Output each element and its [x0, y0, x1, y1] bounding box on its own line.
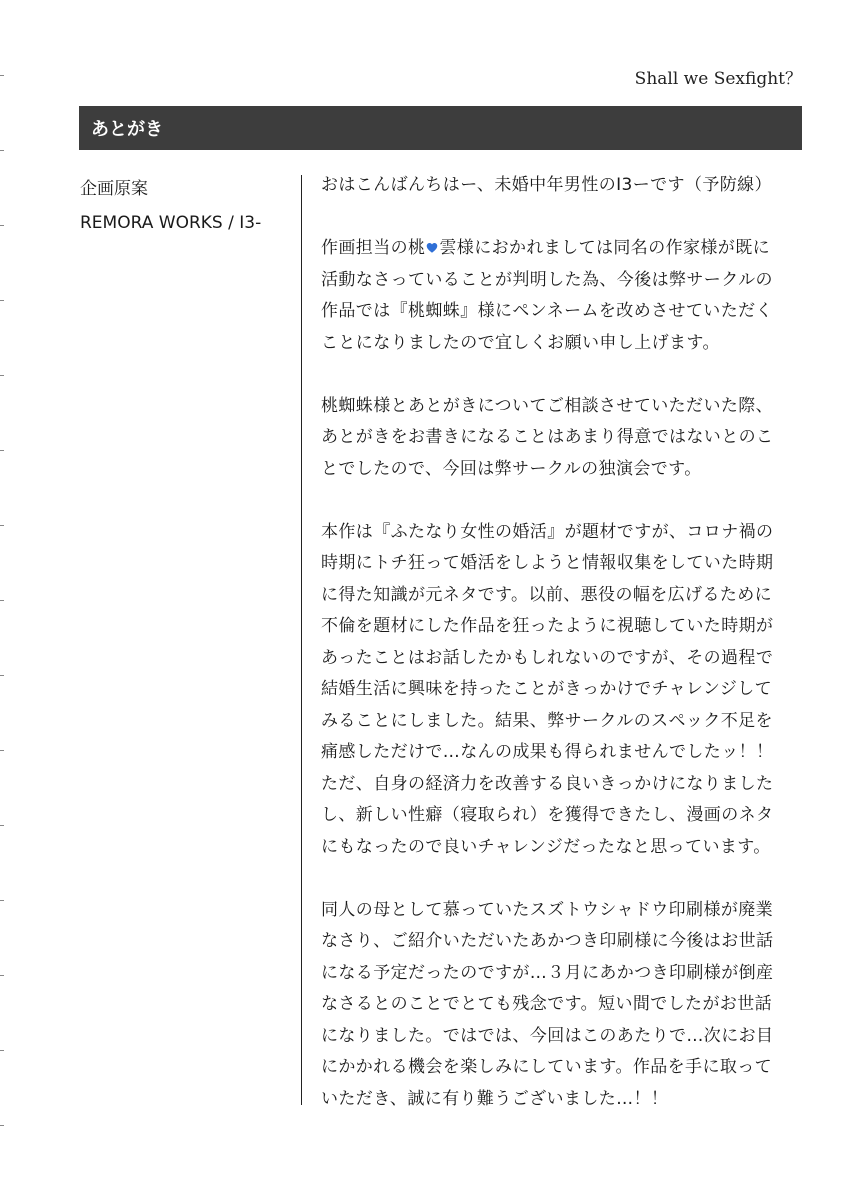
text-line: 結婚生活に興味を持ったことがきっかけでチャレンジして	[321, 679, 773, 699]
edge-tick	[0, 525, 4, 526]
edge-tick	[0, 975, 4, 976]
text-line: なさるとのことでとても残念です。短い間でしたがお世話	[321, 994, 773, 1014]
text-line: いただき、誠に有り難うございました…！！	[321, 1088, 669, 1109]
running-header-title: Shall we Sexfight？	[634, 69, 802, 89]
edge-tick	[0, 675, 4, 676]
page-edge-ticks	[0, 0, 4, 1200]
edge-tick	[0, 150, 4, 151]
edge-tick	[0, 300, 4, 301]
text-line: 本作は『ふたなり女性の婚活』が題材ですが、コロナ禍の	[321, 521, 774, 542]
text-line: になる予定だったのですが…３月にあかつき印刷様が倒産	[321, 962, 774, 983]
edge-tick	[0, 375, 4, 376]
afterword-body	[321, 170, 811, 1147]
text-line: になりました。ではでは、今回はこのあたりで…次にお目	[321, 1025, 774, 1046]
column-divider	[301, 175, 302, 1105]
heart-icon	[426, 242, 438, 254]
edge-tick	[0, 825, 4, 826]
edge-tick	[0, 1125, 4, 1126]
text-line: 桃蜘蛛様とあとがきについてご相談させていただいた際、	[321, 395, 774, 416]
text-line: 不倫を題材にした作品を狂ったように視聴していた時期が	[321, 616, 774, 636]
edge-tick	[0, 900, 4, 901]
paragraph-pen-name	[321, 233, 811, 359]
text-line: おはこんばんちはー、未婚中年男性のI3ーです（予防線）	[321, 175, 772, 195]
text-segment: 雲様におかれましては同名の作家様が既に	[439, 238, 771, 258]
text-line: 時期にトチ狂って婚活をしようと情報収集をしていた時期	[321, 553, 774, 573]
text-line: あとがきをお書きになることはあまり得意ではないとのこ	[321, 427, 774, 447]
text-line: あったことはお話したかもしれないのですが、その過程で	[321, 647, 774, 668]
edge-tick	[0, 450, 4, 451]
edge-tick	[0, 75, 4, 76]
text-line: にかかれる機会を楽しみにしています。作品を手に取って	[321, 1057, 773, 1077]
paragraph-closing	[321, 895, 811, 1116]
edge-tick	[0, 1050, 4, 1051]
edge-tick	[0, 225, 4, 226]
credit-role: 企画原案	[80, 179, 148, 199]
paragraph-theme	[321, 517, 811, 864]
text-line: 同人の母として慕っていたスズトウシャドウ印刷様が廃業	[321, 899, 774, 920]
text-segment: 作画担当の桃	[321, 238, 426, 258]
section-header-bar	[79, 106, 802, 150]
text-line: に得た知識が元ネタです。以前、悪役の幅を広げるために	[321, 584, 773, 605]
edge-tick	[0, 750, 4, 751]
text-line: 痛感しただけで…なんの成果も得られませんでしたッ！！	[321, 742, 774, 762]
credit-name: REMORA WORKS / I3-	[80, 213, 262, 233]
paragraph-greeting	[321, 170, 811, 202]
heart-shape	[427, 243, 438, 253]
section-title: あとがき	[91, 119, 163, 140]
paragraph-consultation	[321, 391, 811, 486]
text-line: なさり、ご紹介いただいたあかつき印刷様に今後はお世話	[321, 931, 774, 951]
text-line: 作品では『桃蜘蛛』様にペンネームを改めさせていただく	[321, 301, 773, 321]
text-line: とでしたので、今回は弊サークルの独演会です。	[321, 458, 702, 479]
text-line: し、新しい性癖（寝取られ）を獲得できたし、漫画のネタ	[321, 805, 774, 825]
text-line-with-heart	[321, 233, 811, 265]
text-line: ことになりましたので宜しくお願い申し上げます。	[321, 332, 720, 353]
text-line: 活動なさっていることが判明した為、今後は弊サークルの	[321, 269, 773, 290]
text-line: にもなったので良いチャレンジだったなと思っています。	[321, 836, 771, 857]
text-line: ただ、自身の経済力を改善する良いきっかけになりました	[321, 773, 774, 794]
edge-tick	[0, 600, 4, 601]
credits-block	[80, 172, 261, 240]
text-line: みることにしました。結果、弊サークルのスペック不足を	[321, 710, 773, 731]
